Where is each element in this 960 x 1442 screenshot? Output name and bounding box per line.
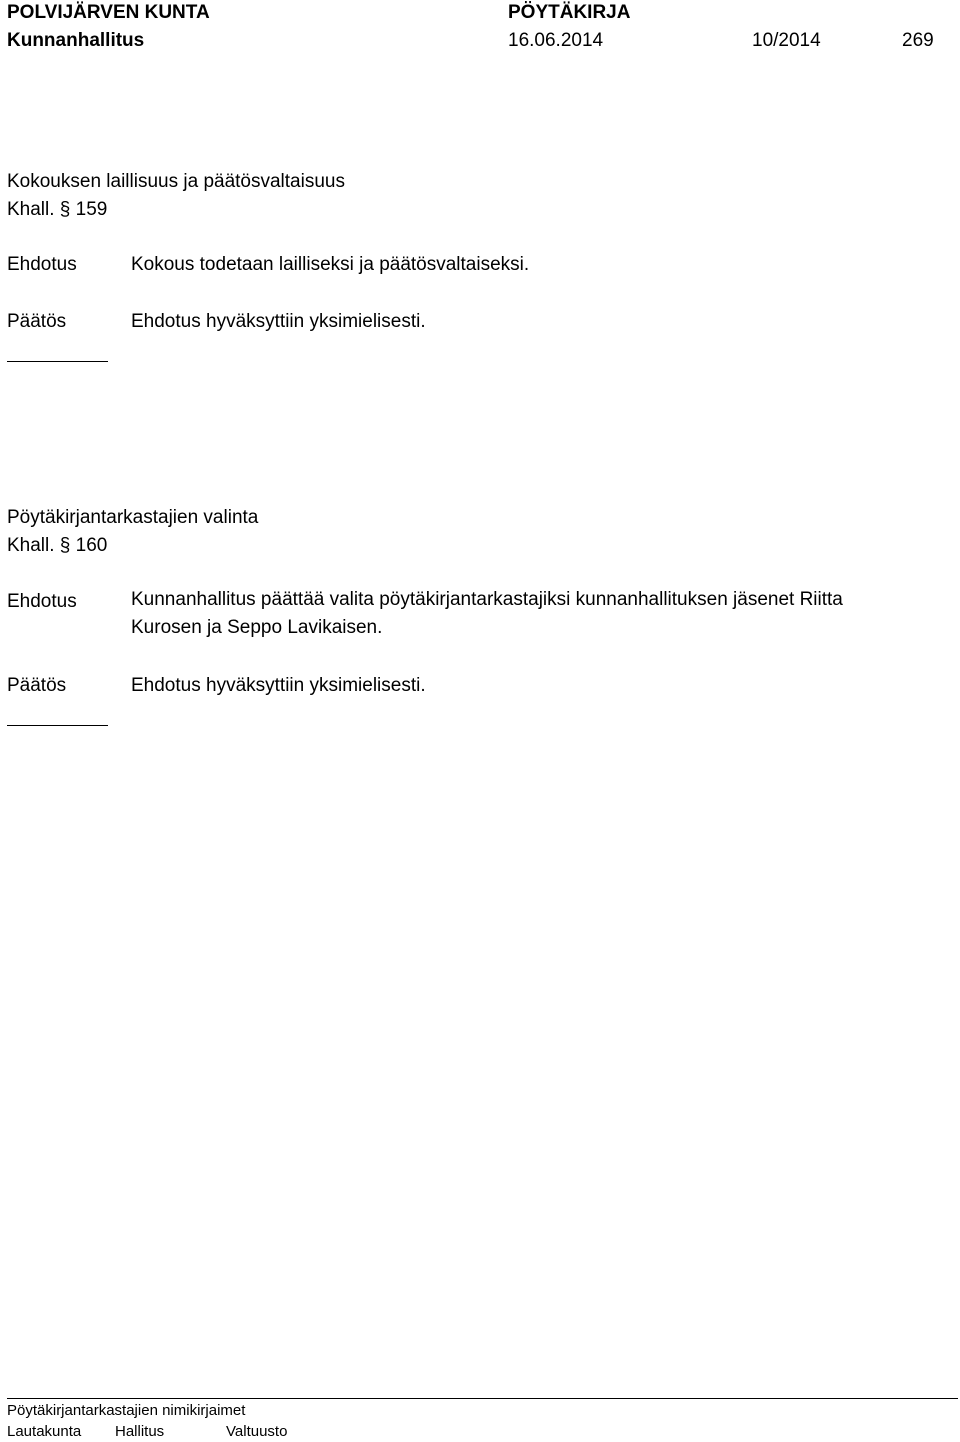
proposal-label: Ehdotus bbox=[7, 254, 77, 275]
meeting-date: 16.06.2014 bbox=[508, 30, 604, 51]
proposal-label: Ehdotus bbox=[7, 591, 77, 612]
section-end-rule bbox=[7, 725, 108, 726]
proposal-text bbox=[131, 254, 529, 276]
proposal-line: Kunnanhallitus päättää valita pöytäkirjantarkastajiksi kunnanhallituksen jäsenet Riitta bbox=[131, 589, 843, 610]
footer-item-lautakunta: Lautakunta bbox=[7, 1423, 82, 1440]
section-end-rule bbox=[7, 361, 108, 362]
municipality-name: POLVIJÄRVEN KUNTA bbox=[7, 2, 210, 23]
page-number: 269 bbox=[902, 30, 934, 51]
decision-label: Päätös bbox=[7, 311, 67, 332]
section-reference: Khall. § 160 bbox=[7, 535, 108, 556]
decision-text: Ehdotus hyväksyttiin yksimielisesti. bbox=[131, 675, 426, 696]
footer-item-hallitus: Hallitus bbox=[115, 1423, 165, 1440]
section-title: Pöytäkirjantarkastajien valinta bbox=[7, 507, 259, 528]
proposal-text bbox=[131, 586, 843, 642]
document-type: PÖYTÄKIRJA bbox=[508, 2, 631, 23]
footer-rule bbox=[7, 1398, 958, 1399]
section-reference: Khall. § 159 bbox=[7, 199, 108, 220]
meeting-body: Kunnanhallitus bbox=[7, 30, 145, 51]
section-title: Kokouksen laillisuus ja päätösvaltaisuus bbox=[7, 171, 345, 192]
signatures-label: Pöytäkirjantarkastajien nimikirjaimet bbox=[7, 1402, 246, 1419]
footer-item-valtuusto: Valtuusto bbox=[226, 1423, 288, 1440]
proposal-line: Kurosen ja Seppo Lavikaisen. bbox=[131, 617, 383, 638]
decision-label: Päätös bbox=[7, 675, 67, 696]
proposal-line: Kokous todetaan lailliseksi ja päätösvaltaiseksi. bbox=[131, 254, 530, 275]
decision-text: Ehdotus hyväksyttiin yksimielisesti. bbox=[131, 311, 426, 332]
issue-number: 10/2014 bbox=[752, 30, 821, 51]
